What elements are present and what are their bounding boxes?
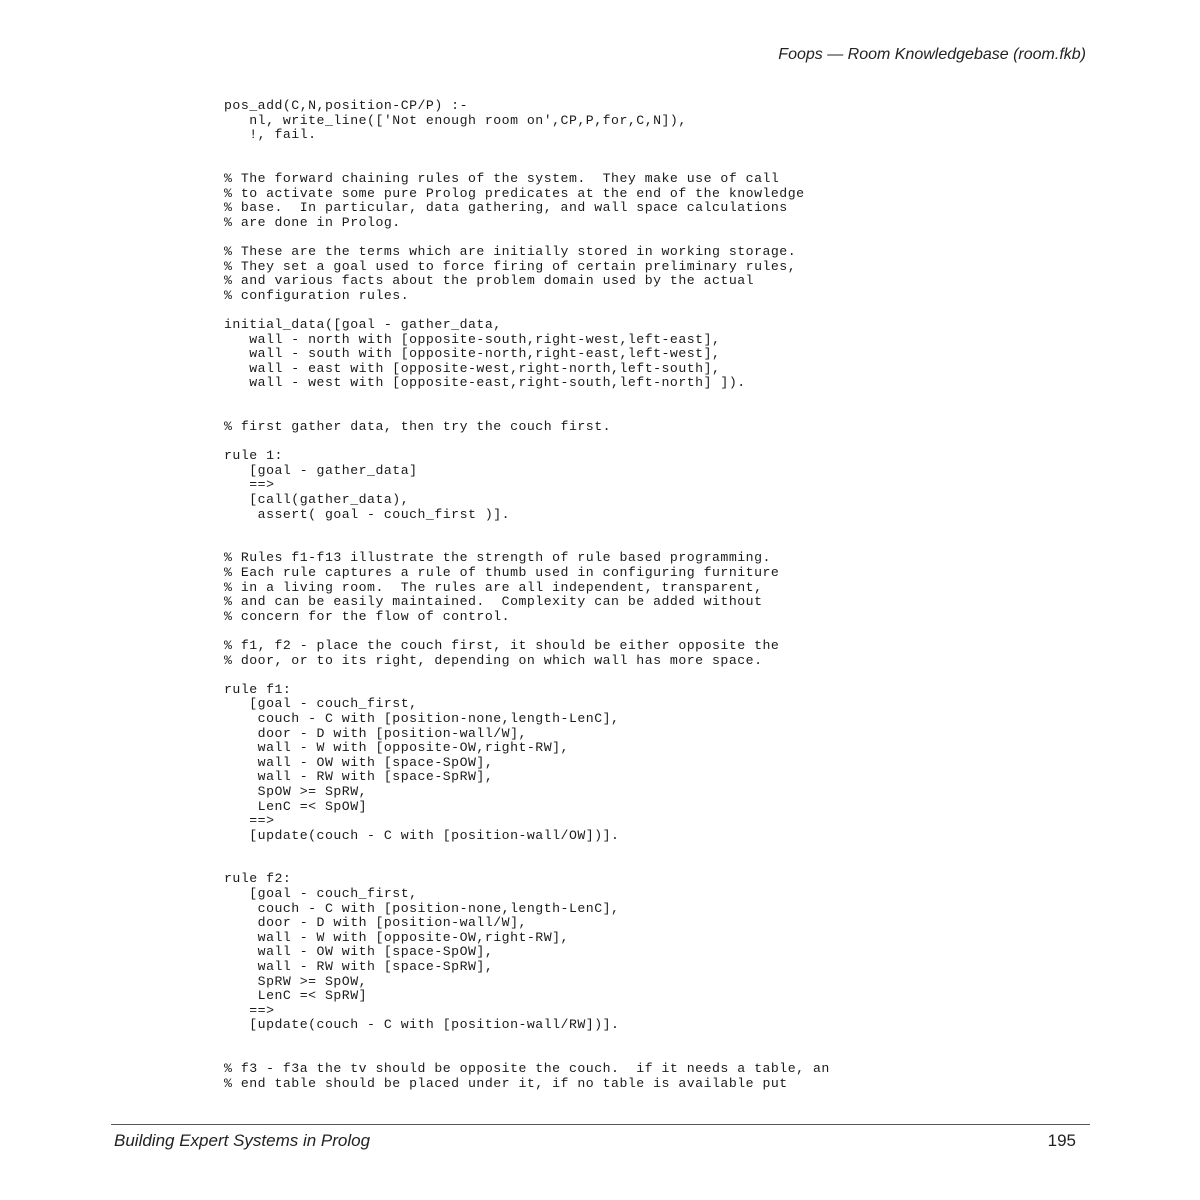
code-line: door - D with [position-wall/W], bbox=[224, 915, 527, 931]
code-line: SpRW >= SpOW, bbox=[224, 973, 368, 989]
code-line bbox=[224, 858, 1104, 873]
code-line: couch - C with [position-none,length-LenC], bbox=[224, 710, 620, 726]
code-line: [goal - couch_first, bbox=[224, 886, 418, 902]
code-line bbox=[224, 303, 1104, 318]
code-line: % first gather data, then try the couch first. bbox=[224, 419, 612, 435]
code-line: door - D with [position-wall/W], bbox=[224, 725, 527, 741]
code-line: wall - RW with [space-SpRW], bbox=[224, 959, 494, 975]
code-line: wall - W with [opposite-OW,right-RW], bbox=[224, 929, 569, 945]
code-line: wall - south with [opposite-north,right-east,left-west], bbox=[224, 346, 721, 362]
code-line: SpOW >= SpRW, bbox=[224, 783, 368, 799]
code-line: wall - east with [opposite-west,right-north,left-south], bbox=[224, 360, 721, 376]
code-line bbox=[224, 1048, 1104, 1063]
code-line: couch - C with [position-none,length-LenC], bbox=[224, 900, 620, 916]
code-line: rule f2: bbox=[224, 871, 292, 887]
code-line: wall - west with [opposite-east,right-south,left-north] ]). bbox=[224, 375, 746, 391]
code-line: LenC =< SpRW] bbox=[224, 988, 368, 1004]
code-line: % f3 - f3a the tv should be opposite the couch. if it needs a table, an bbox=[224, 1061, 830, 1077]
code-line: rule 1: bbox=[224, 448, 283, 464]
code-line: % These are the terms which are initially stored in working storage. bbox=[224, 243, 797, 259]
code-line: % Each rule captures a rule of thumb used in configuring furniture bbox=[224, 565, 780, 580]
code-line bbox=[224, 405, 1104, 420]
code-line: % Rules f1-f13 illustrate the strength of rule based programming. bbox=[224, 550, 771, 566]
code-line: initial_data([goal - gather_data, bbox=[224, 316, 502, 332]
code-line bbox=[224, 230, 1104, 245]
code-line: ==> bbox=[224, 477, 275, 493]
code-line: % base. In particular, data gathering, and wall space calculations bbox=[224, 200, 788, 216]
code-line: [goal - couch_first, bbox=[224, 696, 418, 712]
running-head: Foops — Room Knowledgebase (room.fkb) bbox=[778, 46, 1086, 63]
code-line: % and can be easily maintained. Complexity can be added without bbox=[224, 594, 763, 610]
code-line: nl, write_line(['Not enough room on',CP,P,for,C,N]), bbox=[224, 112, 687, 128]
page-number: 195 bbox=[1047, 1131, 1076, 1150]
code-line: wall - north with [opposite-south,right-west,left-east], bbox=[224, 331, 721, 347]
code-listing bbox=[224, 99, 1104, 1109]
code-line: % configuration rules. bbox=[224, 287, 410, 303]
code-line: % end table should be placed under it, if no table is available put bbox=[224, 1075, 788, 1091]
code-line bbox=[224, 843, 1104, 858]
code-line: [goal - gather_data] bbox=[224, 462, 418, 478]
code-line: [call(gather_data), bbox=[224, 492, 410, 508]
code-line: wall - OW with [space-SpOW], bbox=[224, 754, 494, 770]
code-line: [update(couch - C with [position-wall/OW])]. bbox=[224, 827, 620, 843]
code-line bbox=[224, 391, 1104, 406]
code-line bbox=[224, 435, 1104, 450]
code-line: wall - W with [opposite-OW,right-RW], bbox=[224, 740, 569, 756]
code-line: % door, or to its right, depending on which wall has more space. bbox=[224, 652, 763, 668]
code-line bbox=[224, 668, 1104, 683]
code-line bbox=[224, 143, 1104, 158]
code-line: wall - RW with [space-SpRW], bbox=[224, 769, 494, 785]
code-line: % f1, f2 - place the couch first, it should be either opposite the bbox=[224, 637, 780, 653]
code-line: ==> bbox=[224, 1002, 275, 1018]
code-line: [update(couch - C with [position-wall/RW])]. bbox=[224, 1017, 620, 1033]
code-line bbox=[224, 537, 1104, 552]
footer-book-title: Building Expert Systems in Prolog bbox=[114, 1131, 371, 1150]
code-line: assert( goal - couch_first )]. bbox=[224, 506, 511, 522]
code-line: LenC =< SpOW] bbox=[224, 798, 368, 814]
code-line: rule f1: bbox=[224, 681, 292, 697]
code-line bbox=[224, 157, 1104, 172]
code-line: % They set a goal used to force firing of certain preliminary rules, bbox=[224, 258, 797, 274]
code-line: !, fail. bbox=[224, 127, 317, 143]
code-line bbox=[224, 624, 1104, 639]
code-line: pos_add(C,N,position-CP/P) :- bbox=[224, 99, 468, 113]
code-line: % concern for the flow of control. bbox=[224, 608, 511, 624]
code-line: wall - OW with [space-SpOW], bbox=[224, 944, 494, 960]
code-line: % and various facts about the problem domain used by the actual bbox=[224, 273, 755, 289]
code-line: % to activate some pure Prolog predicates at the end of the knowledge bbox=[224, 185, 805, 201]
code-line: % are done in Prolog. bbox=[224, 214, 401, 230]
code-line: ==> bbox=[224, 813, 275, 829]
code-line: % in a living room. The rules are all independent, transparent, bbox=[224, 579, 763, 595]
code-line: % The forward chaining rules of the system. They make use of call bbox=[224, 170, 780, 186]
footer-divider bbox=[111, 1124, 1090, 1125]
code-line bbox=[224, 522, 1104, 537]
code-line bbox=[224, 1033, 1104, 1048]
